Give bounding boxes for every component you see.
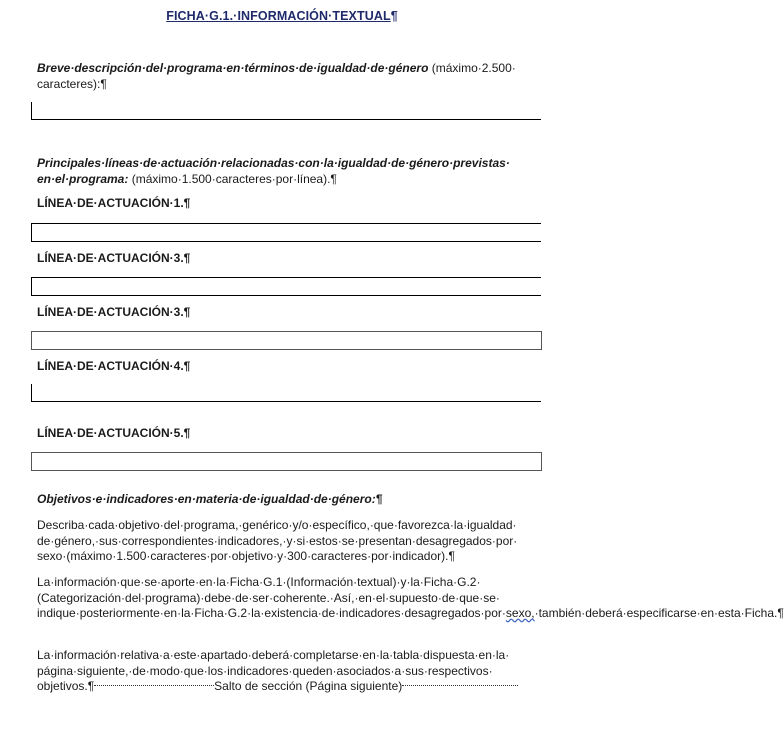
p2-text-b: ·también·deberá·especificarse·en·esta·Ficha.¶: [534, 606, 784, 620]
p2-text-a: La·información·que·se·aporte·en·la·Ficha·G.1·(Información·textual)·y·la·Ficha·G.2· (Categorización·del·programa)·debe·de·ser·coherente.·Así,·en·el·supuesto·de·que·se· indique·posteriormente·en·la·Ficha·G.2·la·existencia·de·indicadores·desagregados·por·: [37, 575, 506, 620]
section-break-label: Salto de sección (Página siguiente): [214, 679, 403, 693]
objetivos-paragraph-1: Describa·cada·objetivo·del·programa,·genérico·y/o·específico,·que·favorezca·la·igualdad· de·género,·sus·correspondientes·indicadores,·y·si·estos·se·presentan·desagregados·por· sexo·(máximo·1.500·caracteres·por·objetivo·y·300·caracteres·por·indicador).¶: [37, 518, 518, 563]
linea-2-label: LÍNEA·DE·ACTUACIÓN·3.¶: [37, 251, 191, 265]
title-pilcrow: ¶: [390, 9, 398, 23]
linea-2-input-box[interactable]: [31, 277, 541, 296]
linea-1-label: LÍNEA·DE·ACTUACIÓN·1.¶: [37, 196, 191, 210]
breve-heading-text: Breve·descripción·del·programa·en·términos·de·igualdad·de·género: [37, 61, 429, 75]
section-break-dots-left: [94, 685, 214, 686]
objetivos-paragraph-3: [37, 648, 540, 695]
page-title: [0, 9, 564, 23]
breve-input-box[interactable]: [31, 102, 541, 120]
objetivos-paragraph-2: [37, 575, 784, 622]
breve-note: (máximo·2.500· caracteres):¶: [37, 61, 516, 91]
linea-4-label: LÍNEA·DE·ACTUACIÓN·4.¶: [37, 359, 191, 373]
section-break-dots-right: [402, 685, 518, 686]
linea-5-input-box[interactable]: [31, 452, 542, 471]
linea-5-label: LÍNEA·DE·ACTUACIÓN·5.¶: [37, 426, 191, 440]
objetivos-heading: [37, 491, 540, 507]
lineas-heading: [37, 155, 540, 187]
p3-text: La·información·relativa·a·este·apartado·deberá·completarse·en·la·tabla·dispuesta·en·la· página·siguiente,·de·modo·que·los·indicadores·queden·asociados·a·sus·respectivos· objetivos.¶: [37, 648, 510, 693]
title-text: FICHA·G.1.·INFORMACIÓN·TEXTUAL: [166, 9, 391, 23]
objetivos-heading-text: Objetivos·e·indicadores·en·materia·de·igualdad·de·género:¶: [37, 492, 383, 506]
lineas-note: (máximo·1.500·caracteres·por·línea).¶: [131, 172, 337, 186]
spellcheck-word: sexo,: [505, 606, 535, 620]
linea-1-input-box[interactable]: [31, 223, 541, 242]
lineas-heading-text: Principales·líneas·de·actuación·relacionadas·con·la·igualdad·de·género·previstas· en·el·programa:: [37, 156, 510, 186]
linea-3-input-box[interactable]: [31, 331, 542, 350]
linea-3-label: LÍNEA·DE·ACTUACIÓN·3.¶: [37, 305, 191, 319]
linea-4-input-box[interactable]: [31, 384, 541, 402]
breve-heading: [37, 60, 540, 92]
